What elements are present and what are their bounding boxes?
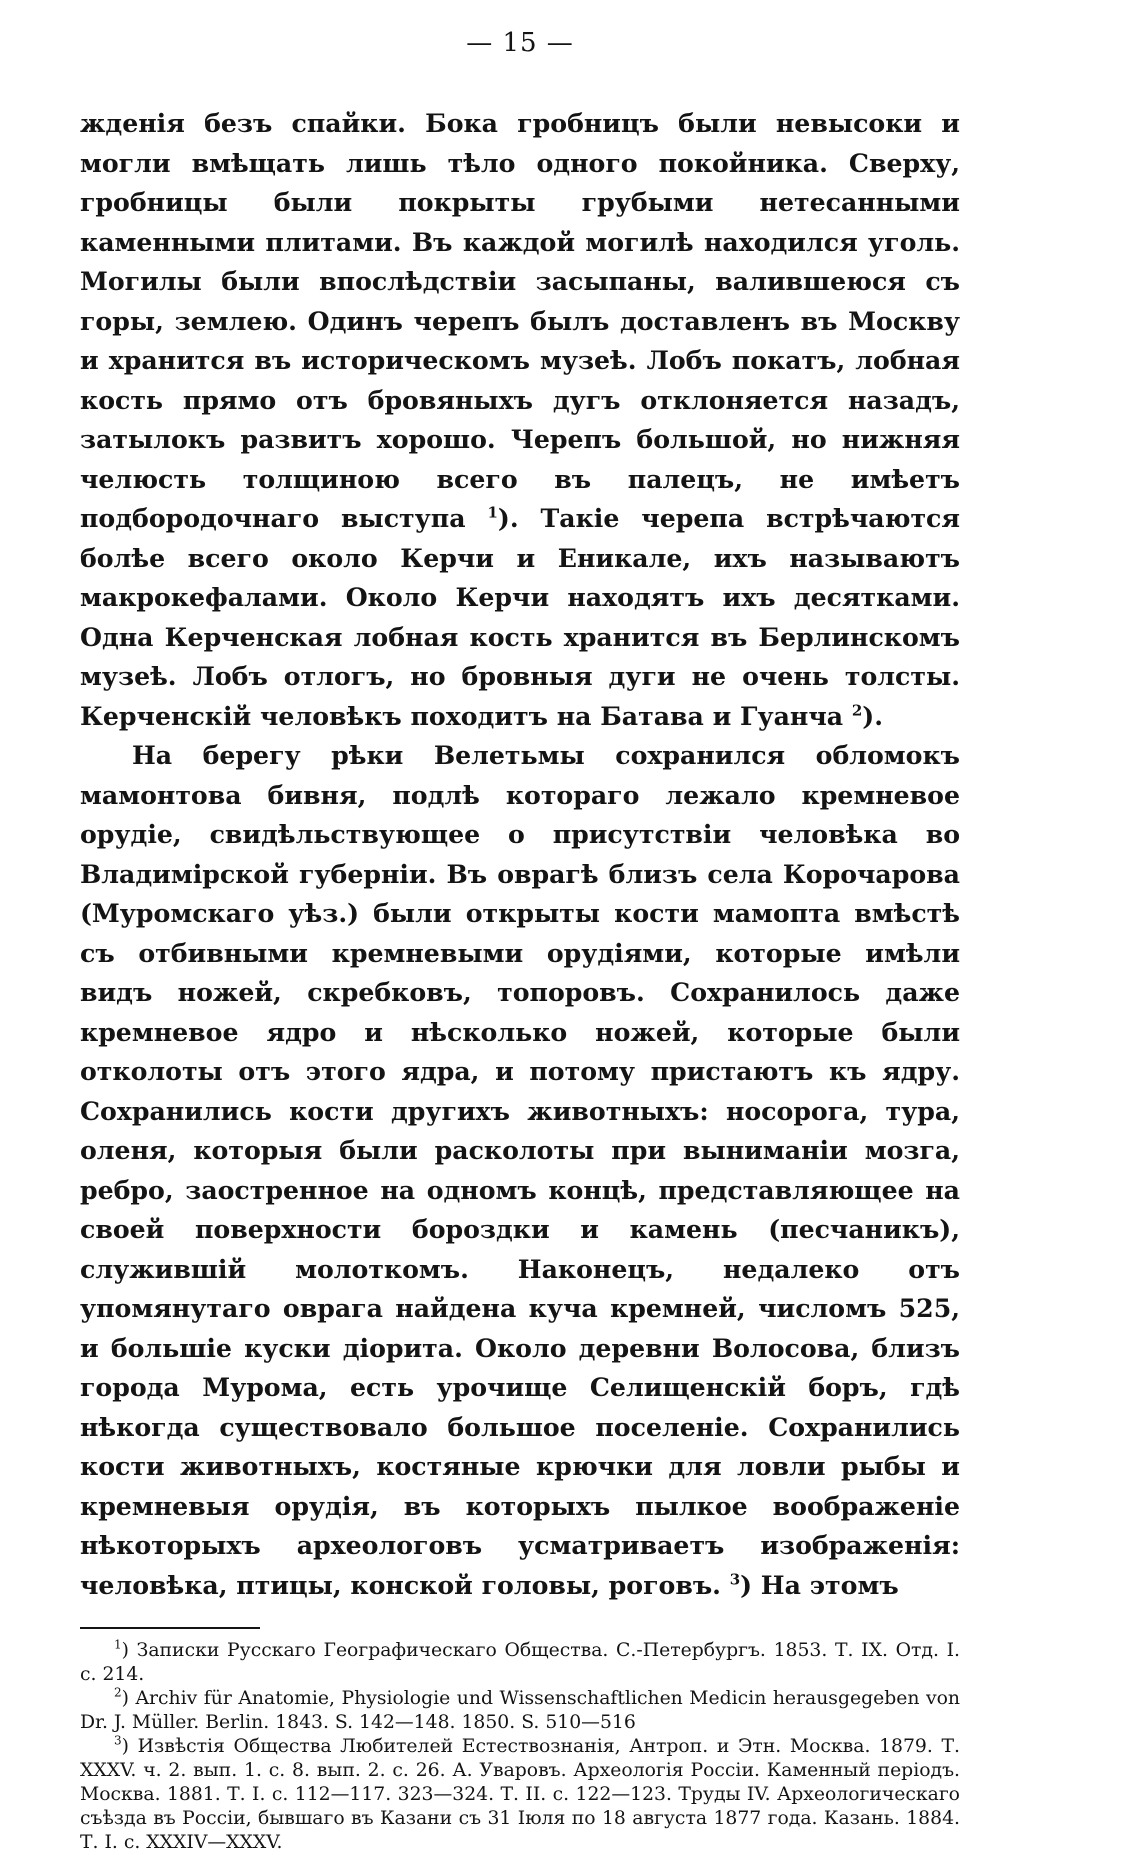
footnote-ref-3: 3 [729,1570,741,1589]
footnote-text: ) Записки Русскаго Географическаго Общества. С.-Петербургъ. 1853. Т. IX. Отд. I. с. 214. [80,1640,960,1685]
footnote-marker-3: 3 [114,1733,122,1748]
paragraph-text: ) На этомъ [740,1569,899,1600]
paragraph-text: На берегу рѣки Велетьмы сохранился обломокъ мамонтова бивня, подлѣ котораго лежало кремневое орудіе, свидѣльствующее о присутствіи человѣка во Владимірской губерніи. Въ оврагѣ близъ села Корочарова (Муромскаго уѣз.) были открыты кости мамопта вмѣстѣ съ отбивными кремневыми орудіями, которые имѣли видъ ножей, скребковъ, топоровъ. Сохранилось даже кремневое ядро и нѣсколько ножей, которые были отколоты отъ этого ядра, и потому пристаютъ къ ядру. Сохранились кости другихъ животныхъ: носорога, тура, оленя, которыя были расколоты при выниманіи мозга, ребро, заостренное на одномъ концѣ, представляющее на своей поверхности бороздки и камень (песчаникъ), служившій молоткомъ. Наконецъ, недалеко отъ упомянутаго оврага найдена куча кремней, числомъ 525, и большіе куски діорита. Около деревни Волосова, близъ города Мурома, есть урочище Селищенскій боръ, гдѣ нѣкогда существовало большое поселеніе. Сохранились кости животныхъ, костяные крючки для ловли рыбы и кремневыя орудія, въ которыхъ пылкое воображеніе нѣкоторыхъ археологовъ усматриваетъ изображенія: человѣка, птицы, конской головы, роговъ. [80,740,960,1600]
page-number: — 15 — [466,28,574,58]
footnote-1 [80,1639,960,1687]
footnote-2 [80,1687,960,1735]
paragraph-text: жденія безъ спайки. Бока гробницъ были невысоки и могли вмѣщать лишь тѣло одного покойника. Сверху, гробницы были покрыты грубыми нетесанными каменными плитами. Въ каждой могилѣ находился уголь. Могилы были впослѣдствіи засыпаны, валившеюся съ горы, землею. Одинъ черепъ былъ доставленъ въ Москву и хранится въ историческомъ музеѣ. Лобъ покатъ, лобная кость прямо отъ бровяныхъ дугъ отклоняется назадъ, затылокъ развитъ хорошо. Черепъ большой, но нижняя челюсть толщиною всего въ палецъ, не имѣетъ подбородочнаго выступа [80,108,960,533]
footnote-3 [80,1735,960,1855]
footnote-marker-2: 2 [114,1685,122,1700]
paragraph-text: ). Такіе черепа встрѣчаются болѣе всего около Керчи и Еникале, ихъ называютъ макрокефалами. Около Керчи находятъ ихъ десятками. Одна Керченская лобная кость хранится въ Берлинскомъ музеѣ. Лобъ отлогъ, но бровныя дуги не очень толсты. Керченскій человѣкъ походитъ на Батава и Гуанча [80,503,960,731]
footnote-divider [80,1627,260,1629]
footnote-ref-2: 2 [851,701,863,720]
footnote-ref-1: 1 [487,503,498,522]
footnote-text: ) Извѣстія Общества Любителей Естествознанія, Антроп. и Этн. Москва. 1879. Т. XXXV. ч. 2. вып. 1. с. 8. вып. 2. с. 26. А. Уваровъ. Археологія Россіи. Каменный періодъ. Москва. 1881. Т. I. с. 112—117. 323—324. Т. II. с. 122—123. Труды IV. Археологическаго съѣзда въ Россіи, бывшаго въ Казани съ 31 Іюля по 18 августа 1877 года. Казань. 1884. Т. I. с. XXXIV—XXXV. [80,1736,960,1853]
footnote-marker-1: 1 [114,1637,122,1652]
paragraph-text: ). [862,700,883,731]
footnotes [80,1639,960,1855]
paragraph-2 [80,736,960,1605]
main-text [80,104,960,1605]
paragraph-1 [80,104,960,736]
footnote-text: ) Archiv für Anatomie, Physiologie und Wissenschaftlichen Medicin herausgegeben von Dr. J. Müller. Berlin. 1843. S. 142—148. 1850. S. 510—516 [80,1688,960,1733]
book-page [80,28,960,1853]
